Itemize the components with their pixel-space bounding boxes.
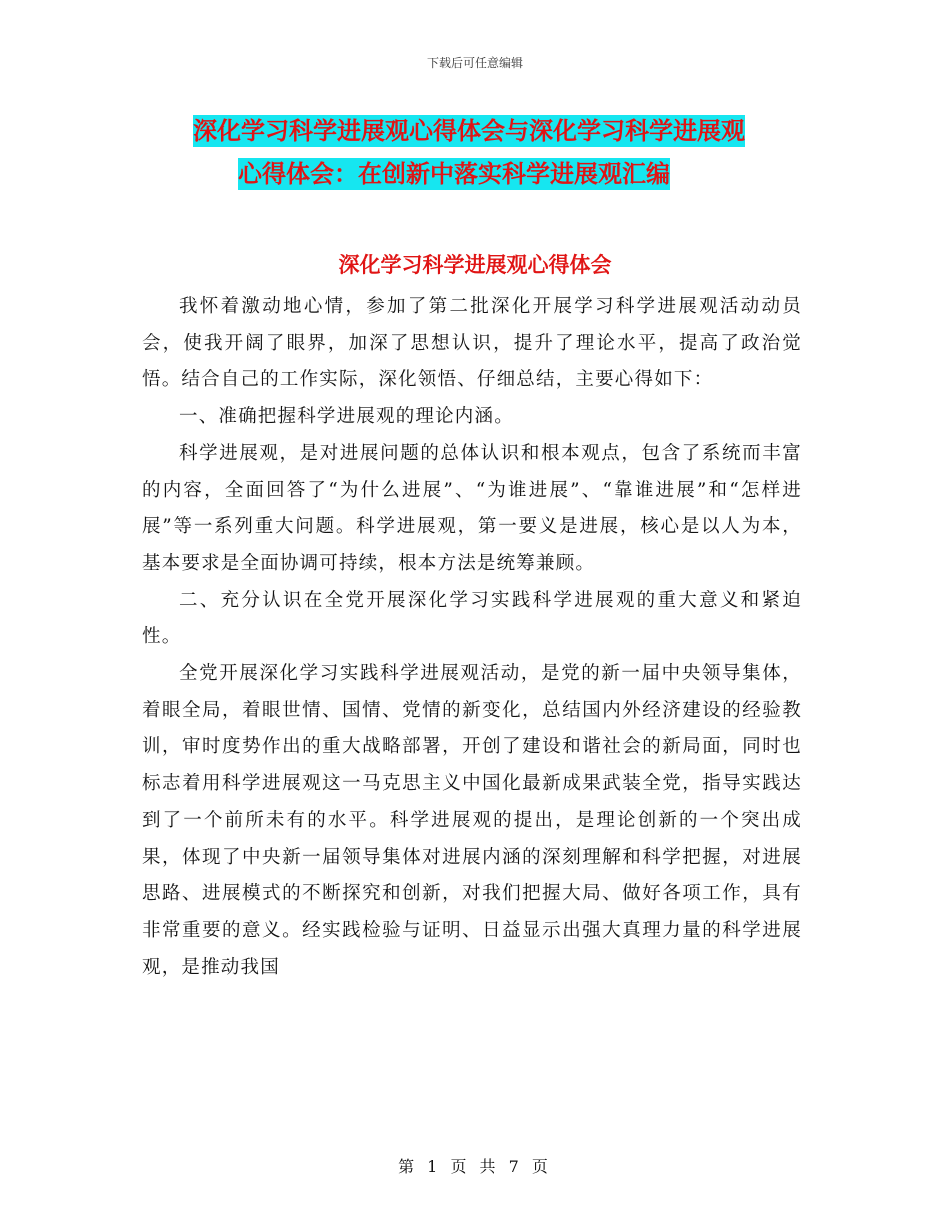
body-text [142, 289, 802, 986]
main-title-line-2 [238, 159, 898, 189]
paragraph-intro: 我怀着激动地心情，参加了第二批深化开展学习科学进展观活动动员会，使我开阔了眼界，加深了思想认识，提升了理论水平，提高了政治觉悟。结合自己的工作实际，深化领悟、仔细总结，主要心得如下： [142, 296, 802, 391]
section-title: 深化学习科学进展观心得体会 [338, 253, 612, 277]
page-footer: 第 1 页 共 7 页 [398, 1157, 552, 1176]
main-title-line-2-text: 心得体会：在创新中落实科学进展观汇编 [238, 160, 670, 188]
paragraph-2: 全党开展深化学习实践科学进展观活动，是党的新一届中央领导集体，着眼全局，着眼世情、国情、党情的新变化，总结国内外经济建设的经验教训，审时度势作出的重大战略部署，开创了建设和谐社会的新局面，同时也标志着用科学进展观这一马克思主义中国化最新成果武装全党，指导实践达到了一个前所未有的水平。科学进展观的提出，是理论创新的一个突出成果，体现了中央新一届领导集体对进展内涵的深刻理解和科学把握，对进展思路、进展模式的不断探究和创新，对我们把握大局、做好各项工作，具有非常重要的意义。经实践检验与证明、日益显示出强大真理力量的科学进展观，是推动我国 [142, 663, 802, 978]
paragraph-1: 科学进展观，是对进展问题的总体认识和根本观点，包含了系统而丰富的内容，全面回答了“为什么进展”、“为谁进展”、“靠谁进展”和“怎样进展”等一系列重大问题。科学进展观，第一要义是进展，核心是以人为本，基本要求是全面协调可持续，根本方法是统筹兼顾。 [142, 442, 802, 574]
main-title-line-1-text: 深化学习科学进展观心得体会与深化学习科学进展观 [193, 117, 745, 145]
header-note: 下载后可任意编辑 [426, 56, 523, 70]
main-title-line-1 [193, 116, 853, 146]
paragraph-heading-1: 一、准确把握科学进展观的理论内涵。 [179, 406, 514, 428]
paragraph-heading-2: 二、充分认识在全党开展深化学习实践科学进展观的重大意义和紧迫性。 [142, 589, 802, 648]
